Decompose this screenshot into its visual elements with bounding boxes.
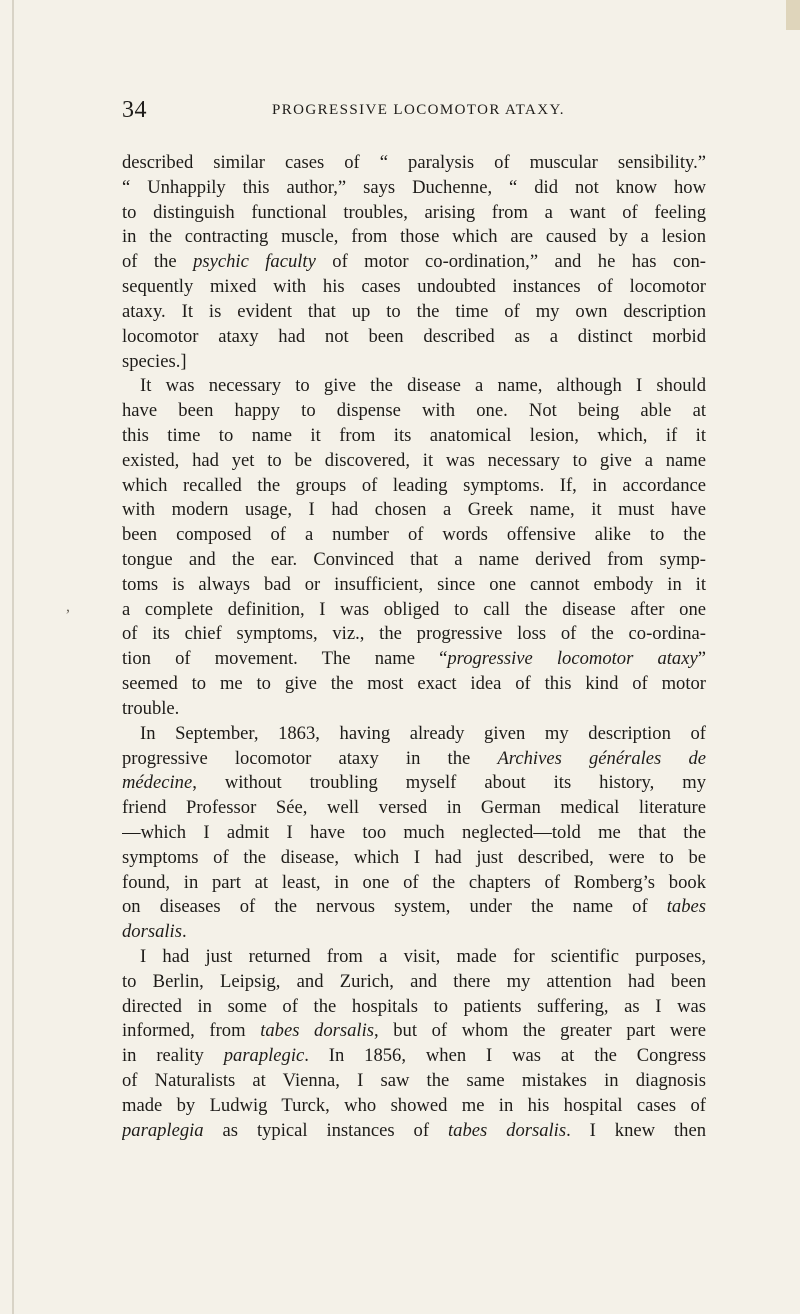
page-corner-stain [786, 0, 800, 30]
running-head: PROGRESSIVE LOCOMOTOR ATAXY. [272, 102, 565, 118]
text-line: of Naturalists at Vienna, I saw the same mistakes in diagnosis [122, 1070, 706, 1092]
text-line: trouble. [122, 697, 180, 719]
text-line: informed, from tabes dorsalis, but of whom the greater part were [122, 1020, 706, 1042]
text-line: friend Professor Sée, well versed in German medical literature [122, 797, 706, 819]
text-line: to Berlin, Leipsig, and Zurich, and there my attention had been [122, 970, 706, 992]
text-line: have been happy to dispense with one. Not being able at [122, 400, 706, 422]
text-line: toms is always bad or insufficient, since one cannot embody in it [122, 573, 706, 595]
text-line: ataxy. It is evident that up to the time of my own description [122, 300, 706, 322]
text-line: of its chief symptoms, viz., the progressive loss of the co-ordina- [122, 623, 706, 645]
text-line: on diseases of the nervous system, under the name of tabes [122, 896, 706, 918]
text-line: médecine, without troubling myself about its history, my [122, 772, 706, 794]
text-line: I had just returned from a visit, made for scientific purposes, [140, 946, 706, 967]
page-number: 34 [122, 97, 147, 123]
text-line: this time to name it from its anatomical lesion, which, if it [122, 424, 706, 446]
text-line: to distinguish functional troubles, arising from a want of feeling [122, 201, 706, 223]
text-line: tion of movement. The name “progressive locomotor ataxy” [122, 648, 706, 670]
body-text [122, 151, 706, 1144]
page-header [122, 97, 706, 127]
text-line: a complete definition, I was obliged to call the disease after one [122, 598, 706, 620]
page-edge-rule [12, 0, 14, 1314]
text-line: “ Unhappily this author,” says Duchenne, “ did not know how [122, 176, 706, 198]
text-line: with modern usage, I had chosen a Greek name, it must have [122, 499, 706, 521]
text-line: found, in part at least, in one of the chapters of Romberg’s book [122, 871, 706, 893]
text-line: paraplegia as typical instances of tabes dorsalis. I knew then [122, 1119, 706, 1141]
text-line: It was necessary to give the disease a name, although I should [140, 375, 706, 397]
text-line: made by Ludwig Turck, who showed me in his hospital cases of [122, 1094, 706, 1116]
text-line: existed, had yet to be discovered, it was necessary to give a name [122, 449, 706, 471]
text-line: directed in some of the hospitals to patients suffering, as I was [122, 995, 706, 1017]
text-line: In September, 1863, having already given my description of [140, 722, 706, 744]
text-line: locomotor ataxy had not been described as a distinct morbid [122, 325, 706, 347]
text-line: symptoms of the disease, which I had just described, were to be [122, 846, 706, 868]
text-line: in the contracting muscle, from those which are caused by a lesion [122, 226, 706, 248]
text-line: described similar cases of “ paralysis of muscular sensibility.” [122, 152, 706, 173]
text-line: which recalled the groups of leading symptoms. If, in accordance [122, 474, 706, 496]
text-line: tongue and the ear. Convinced that a name derived from symp- [122, 549, 706, 570]
text-line: been composed of a number of words offensive alike to the [122, 524, 706, 546]
text-line: sequently mixed with his cases undoubted instances of locomotor [122, 276, 706, 298]
margin-mark: , [66, 598, 70, 615]
text-line: —which I admit I have too much neglected—told me that the [122, 821, 706, 843]
text-line: in reality paraplegic. In 1856, when I was at the Congress [122, 1045, 706, 1067]
text-line: of the psychic faculty of motor co-ordination,” and he has con- [122, 251, 706, 273]
text-line: progressive locomotor ataxy in the Archives générales de [122, 747, 706, 769]
text-line: seemed to me to give the most exact idea of this kind of motor [122, 673, 706, 695]
text-line: species.] [122, 350, 187, 372]
text-line: dorsalis. [122, 921, 187, 943]
